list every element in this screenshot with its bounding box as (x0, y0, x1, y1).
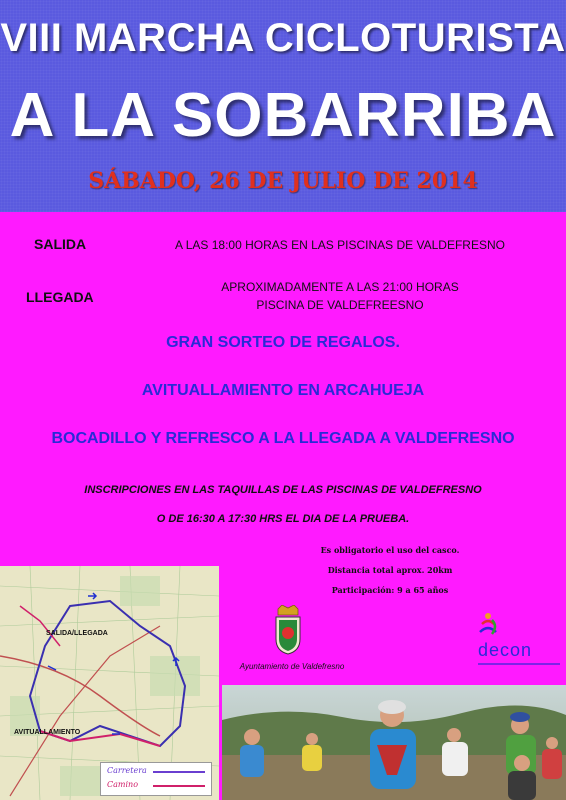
cyclists-photo (222, 685, 566, 800)
legend-camino-line (153, 785, 205, 787)
rule-distance: Distancia total aprox. 20km (327, 565, 453, 575)
legend-camino: Camino (107, 780, 139, 789)
decon-logo-icon (478, 610, 518, 640)
llegada-label: LLEGADA (26, 289, 94, 305)
header-banner (0, 0, 566, 212)
llegada-value-line-2: PISCINA DE VALDEFREESNO (256, 298, 424, 312)
highlight-bocadillo: BOCADILLO Y REFRESCO A LA LLEGADA A VALDEFRESNO (51, 430, 515, 447)
highlight-avituallamiento: AVITUALLAMIENTO EN ARCAHUEJA (141, 382, 425, 399)
title-line-2: A LA SOBARRIBA (9, 81, 557, 150)
salida-value: A LAS 18:00 HORAS EN LAS PISCINAS DE VALDEFRESNO (175, 238, 505, 252)
rule-participation: Participación: 9 a 65 años (331, 585, 449, 595)
llegada-value-line-1: APROXIMADAMENTE A LAS 21:00 HORAS (221, 280, 459, 294)
legend-carretera: Carretera (107, 766, 147, 775)
decon-wordmark: decon (478, 640, 533, 660)
ayuntamiento-caption: Ayuntamiento de Valdefresno (239, 662, 345, 671)
legend-carretera-line (153, 771, 205, 773)
valdefresno-crest-icon (270, 605, 306, 655)
title-line-1: VIII MARCHA CICLOTURISTA (0, 16, 566, 60)
rule-helmet: Es obligatorio el uso del casco. (320, 545, 460, 555)
highlight-sorteo: GRAN SORTEO DE REGALOS. (166, 334, 400, 351)
inscriptions-line-2: O DE 16:30 A 17:30 HRS EL DIA DE LA PRUEBA. (156, 513, 410, 525)
map-legend (100, 762, 212, 796)
decon-subtitle-line (478, 662, 560, 668)
map-label-avituallamiento: AVITUALLAMIENTO (14, 729, 81, 736)
event-date: SÁBADO, 26 DE JULIO DE 2014 (88, 168, 478, 194)
salida-label: SALIDA (34, 236, 87, 252)
map-label-salida-llegada: SALIDA/LLEGADA (46, 630, 108, 637)
inscriptions-line-1: INSCRIPCIONES EN LAS TAQUILLAS DE LAS PISCINAS DE VALDEFRESNO (84, 484, 482, 496)
